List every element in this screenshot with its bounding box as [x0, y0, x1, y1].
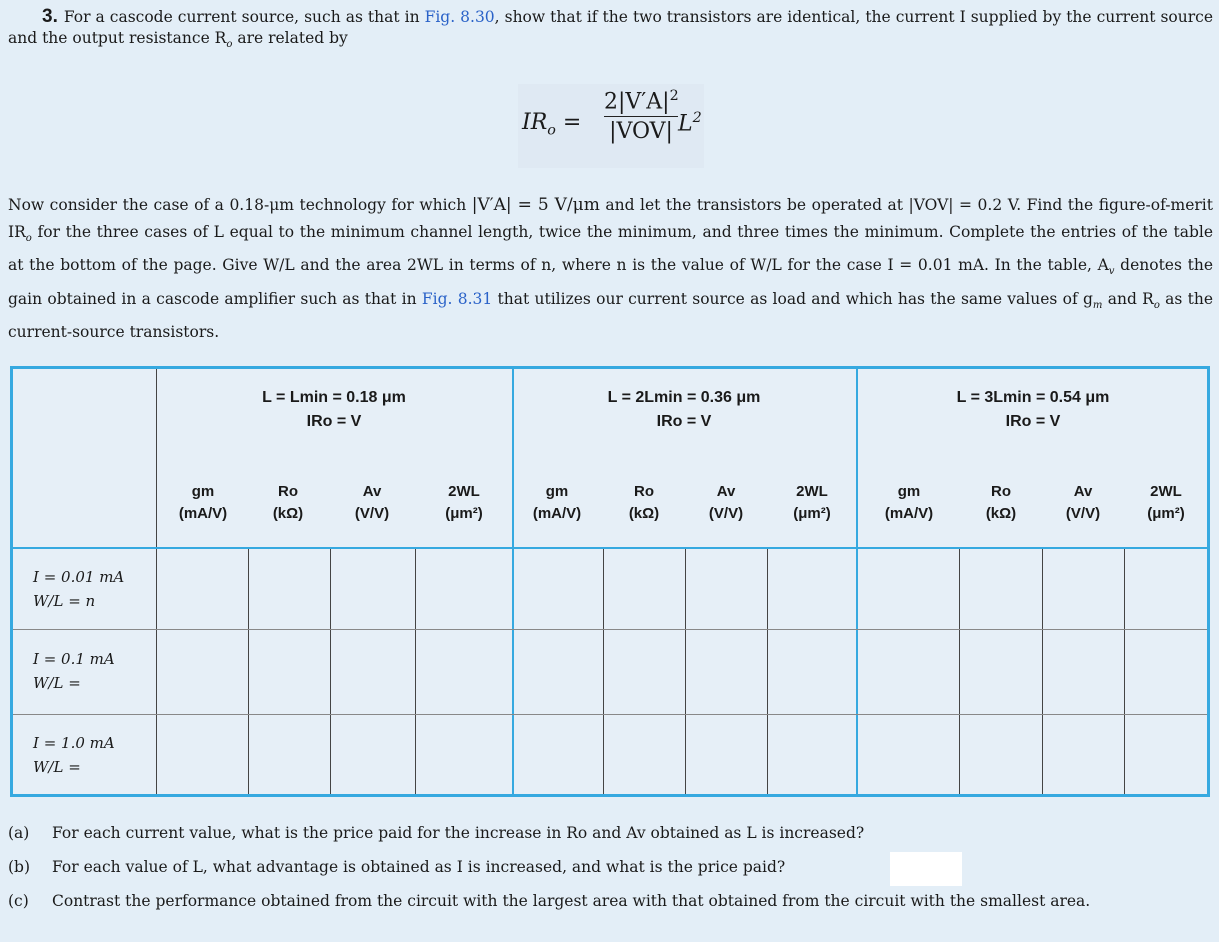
fig-8-30-link[interactable]: Fig. 8.30 — [424, 8, 495, 26]
question-a: (a) For each current value, what is the price paid for the increase in Ro and Av obtained as L is increased? — [8, 824, 865, 842]
problem-statement: 3. For a cascode current source, such as that in Fig. 8.30, show that if the two transistors are identical, the current I supplied by the current source and the output resistance $R_o$ are related by — [8, 6, 1214, 51]
results-table — [10, 366, 1210, 797]
col-header-2wl: 2WL (μm²) — [1147, 483, 1185, 522]
col-header-ro: Ro (kΩ) — [272, 483, 304, 522]
fig-8-31-link[interactable]: Fig. 8.31 — [421, 289, 493, 308]
group-header-3lmin: L = 3Lmin = 0.54 μm IRo = V — [956, 389, 1110, 430]
col-header-av: Av (V/V) — [708, 483, 744, 522]
row-label-1.0ma: I = 1.0 mA W/L = — [33, 734, 115, 776]
group-header-2lmin: L = 2Lmin = 0.36 μm IRo = V — [607, 389, 761, 430]
equation: $IR_o$ = $2|V'A|^2$ |VOV| $L^2$ — [518, 84, 704, 168]
group-header-lmin: L = Lmin = 0.18 μm IRo = V — [262, 389, 406, 430]
blank-box — [890, 852, 962, 886]
col-header-gm: gm (mA/V) — [532, 483, 582, 522]
row-label-0.1ma: I = 0.1 mA W/L = — [33, 650, 115, 692]
col-header-ro: Ro (kΩ) — [628, 483, 660, 522]
col-header-ro: Ro (kΩ) — [985, 483, 1017, 522]
row-label-0.01ma: I = 0.01 mA W/L = n — [33, 568, 125, 610]
col-header-2wl: 2WL (μm²) — [445, 483, 483, 522]
col-header-gm: gm (mA/V) — [884, 483, 934, 522]
question-b: (b) For each value of L, what advantage is obtained as I is increased, and what is the price paid? — [8, 858, 786, 876]
col-header-av: Av (V/V) — [1065, 483, 1101, 522]
col-header-gm: gm (mA/V) — [178, 483, 228, 522]
col-header-av: Av (V/V) — [354, 483, 390, 522]
col-header-2wl: 2WL (μm²) — [793, 483, 831, 522]
question-c: (c) Contrast the performance obtained from the circuit with the largest area with that obtained from the circuit with the smallest area. — [8, 892, 1091, 910]
problem-paragraph: Now consider the case of a 0.18-μm technology for which |V′A| = 5 V/μm and let the transistors be operated at |VOV| = 0.2 V. Find the figure-of-merit $IR_o$ for the three cases of L equal to the minimum channel length, twice the minimum, and three times the minimum. Complete the entries of the table at the bottom of the page. Give W/L and the area 2WL in terms of n, where n is the value of W/L for the case I = 0.01 mA. In the table, $A_v$ denotes the gain obtained in a cascode amplifier such as that in Fig. 8.31 that utilizes our current source as load and which has the same values of $g_m$ and $R_o$ as the current-source transistors. — [8, 195, 1214, 342]
problem-number: 3. — [42, 6, 58, 27]
